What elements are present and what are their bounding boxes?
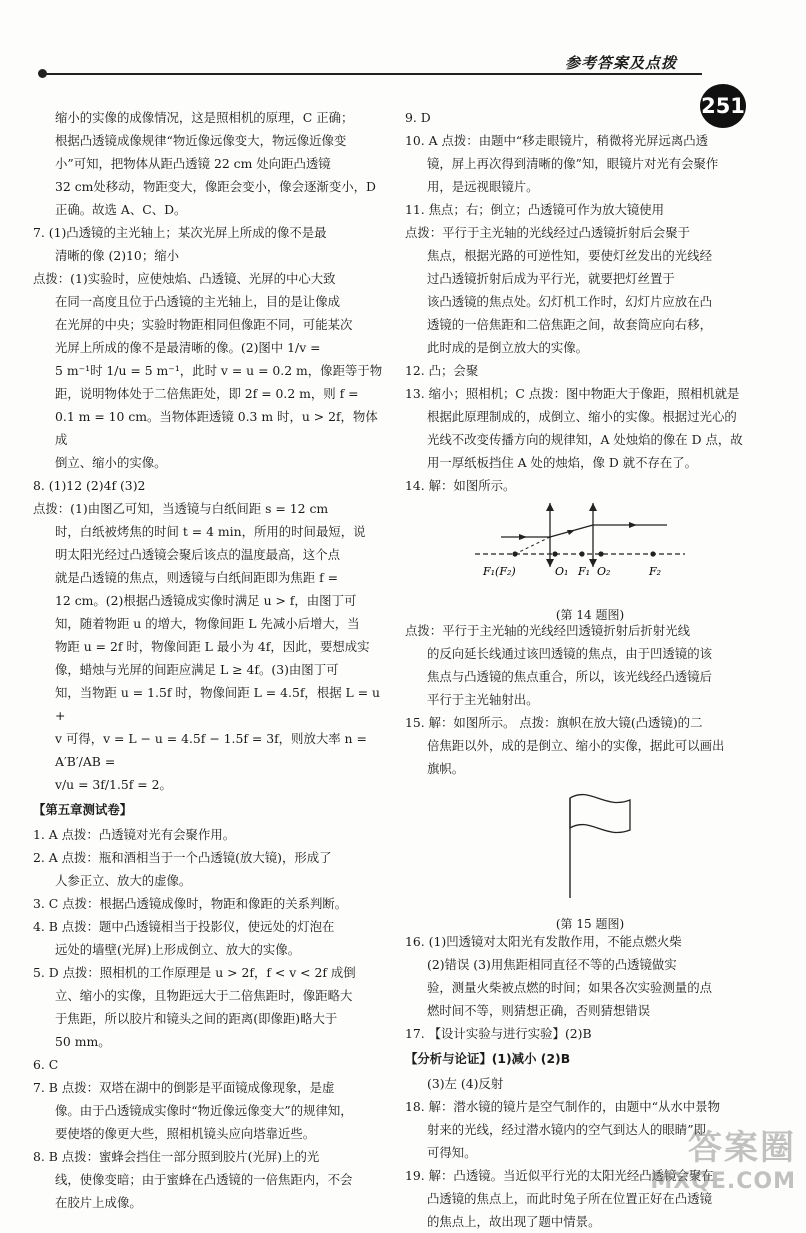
text-line: 点拨：(1)实验时，应使烛焰、凸透镜、光屏的中心大致	[33, 271, 336, 286]
text-line: 燃时间不等，则猜想正确，否则猜想错误	[427, 1003, 651, 1018]
header-rule	[42, 73, 702, 75]
text-line: 物距 u = 2f 时，物像间距 L 最小为 4f，因此，要想成实	[55, 639, 370, 654]
text-line: 13. 缩小；照相机；C 点拨：图中物距大于像距，照相机就是	[405, 386, 740, 401]
text-line: 时，白纸被烤焦的时间 t = 4 min，所用的时间最短，说	[55, 524, 366, 539]
text-line: 平行于主光轴射出。	[427, 692, 539, 707]
text-line: 用一厚纸板挡住 A 处的烛焰，像 D 就不存在了。	[427, 455, 698, 470]
text-line: 6. C	[33, 1057, 59, 1072]
text-line: 点拨：(1)由图乙可知，当透镜与白纸间距 s = 12 cm	[33, 501, 329, 516]
text-line: 5 m⁻¹时 1/u = 5 m⁻¹，此时 v = u = 0.2 m，像距等于物	[55, 363, 383, 378]
right-middle-text	[405, 619, 775, 780]
text-line: 光线不改变传播方向的规律知，A 处烛焰的像在 D 点，故	[427, 432, 743, 447]
text-line: 像，蜡烛与光屏的间距应满足 L ≥ 4f。(3)由图丁可	[55, 662, 339, 677]
text-line: 【第五章测试卷】	[33, 802, 133, 817]
text-line: 倍焦距以外，成的是倒立、缩小的实像，据此可以画出	[427, 738, 725, 753]
text-line: 16. (1)凹透镜对太阳光有发散作用，不能点燃火柴	[405, 934, 682, 949]
text-line: 32 cm处移动，物距变大，像距会变小，像会逐渐变小，D	[55, 179, 376, 194]
text-line: 过凸透镜折射后成为平行光，就要把灯丝置于	[427, 271, 675, 286]
text-line: 该凸透镜的焦点处。幻灯机工作时，幻灯片应放在凸	[427, 294, 712, 309]
figure-14	[405, 497, 775, 622]
text-line: 【分析与论证】(1)减小 (2)B	[405, 1051, 571, 1066]
text-line: 缩小的实像的成像情况，这是照相机的原理，C 正确；	[55, 110, 354, 125]
text-line: 透镜的一倍焦距和二倍焦距之间，故套筒应向右移，	[427, 317, 712, 332]
text-line: 根据此原理制成的，成倒立、缩小的实像。根据过光心的	[427, 409, 737, 424]
text-line: 用，是远视眼镜片。	[427, 179, 539, 194]
text-line: 17. 【设计实验与进行实验】(2)B	[405, 1026, 592, 1041]
text-line: 15. 解：如图所示。 点拨：旗帜在放大镜(凸透镜)的二	[405, 715, 703, 730]
figure-14-caption: (第 14 题图)	[555, 608, 625, 622]
text-line: 就是凸透镜的焦点，则透镜与白纸间距即为焦距 f =	[55, 570, 339, 585]
figure-15	[405, 780, 775, 930]
text-line: 在胶片上成像。	[55, 1195, 142, 1210]
text-line: 9. D	[405, 110, 431, 125]
fig14-label-o2: O₂	[597, 565, 611, 578]
watermark: 答案圈 MXQE.COM	[650, 1128, 796, 1194]
text-line: 的反向延长线通过该凹透镜的焦点，由于凹透镜的该	[427, 646, 712, 661]
text-line: 线，使像变暗；由于蜜蜂在凸透镜的一倍焦距内，不会	[55, 1172, 353, 1187]
text-line: 4. B 点拨：题中凸透镜相当于投影仪，使远处的灯泡在	[33, 919, 335, 934]
text-line: 点拨：平行于主光轴的光线经凹透镜折射后折射光线	[405, 623, 690, 638]
text-line: 7. (1)凸透镜的主光轴上；某次光屏上所成的像不是最	[33, 225, 327, 240]
text-line: 小”可知，把物体从距凸透镜 22 cm 处向距凸透镜	[55, 156, 331, 171]
text-line: 射来的光线，经过潜水镜内的空气到达人的眼睛”即	[427, 1122, 706, 1137]
text-line: 倒立、缩小的实像。	[55, 455, 167, 470]
text-line: v 可得，v = L − u = 4.5f − 1.5f = 3f，则放大率 n = A′B′/AB =	[55, 731, 367, 769]
right-top-text	[405, 106, 775, 497]
text-line: 焦点与凸透镜的焦点重合，所以，该光线经凸透镜后	[427, 669, 712, 684]
text-line: 0.1 m = 10 cm。当物体距透镜 0.3 m 时，u > 2f，物体成	[55, 409, 378, 447]
text-line: 11. 焦点；右；倒立；凸透镜可作为放大镜使用	[405, 202, 665, 217]
text-line: 正确。故选 A、C、D。	[55, 202, 187, 217]
text-line: 5. D 点拨：照相机的工作原理是 u > 2f，f < v < 2f 成倒	[33, 965, 356, 980]
text-line: 50 mm。	[55, 1034, 111, 1049]
fig14-label-o1: O₁	[555, 565, 569, 578]
text-line: 知，随着物距 u 的增大，物像间距 L 先减小后增大，当	[55, 616, 360, 631]
text-line: (3)左 (4)反射	[427, 1076, 504, 1091]
text-line: 点拨：平行于主光轴的光线经过凸透镜折射后会聚于	[405, 225, 690, 240]
text-line: 知，当物距 u = 1.5f 时，物像间距 L = 4.5f，根据 L = u +	[55, 685, 380, 723]
text-line: 2. A 点拨：瓶和酒相当于一个凸透镜(放大镜)，形成了	[33, 850, 332, 865]
text-line: 旗帜。	[427, 761, 465, 776]
text-line: 要使塔的像更大些，照相机镜头应向塔靠近些。	[55, 1126, 316, 1141]
text-line: 3. C 点拨：根据凸透镜成像时，物距和像距的关系判断。	[33, 896, 348, 911]
text-line: 像。由于凸透镜成实像时“物近像远像变大”的规律知，	[55, 1103, 353, 1118]
right-column	[405, 106, 775, 1233]
fig14-label-f2: F₂	[649, 565, 662, 578]
text-line: 验，测量火柴被点燃的时间；如果各次实验测量的点	[427, 980, 712, 995]
figure-14-diagram	[405, 497, 775, 597]
fig14-label-f1: F₁	[578, 565, 591, 578]
text-line: 的焦点上，故出现了题中情景。	[427, 1214, 601, 1229]
text-line: v/u = 3f/1.5f = 2。	[55, 777, 172, 792]
text-line: 凸透镜的焦点上，而此时兔子所在位置正好在凸透镜	[427, 1191, 712, 1206]
text-line: 7. B 点拨：双塔在湖中的倒影是平面镜成像现象，是虚	[33, 1080, 335, 1095]
figure-15-diagram	[405, 780, 775, 906]
figure-15-caption: (第 15 题图)	[555, 917, 625, 931]
text-line: 12. 凸；会聚	[405, 363, 479, 378]
text-line: 于焦距，所以胶片和镜头之间的距离(即像距)略大于	[55, 1011, 338, 1026]
text-line: (2)错误 (3)用焦距相同直径不等的凸透镜做实	[427, 957, 677, 972]
text-line: 8. B 点拨：蜜蜂会挡住一部分照到胶片(光屏)上的光	[33, 1149, 320, 1164]
fig14-label-f1f2: F₁(F₂)	[483, 565, 516, 578]
left-column	[33, 106, 385, 1214]
text-line: 在光屏的中央；实验时物距相同但像距不同，可能某次	[55, 317, 353, 332]
text-line: 14. 解：如图所示。	[405, 478, 516, 493]
text-line: 明太阳光经过凸透镜会聚后该点的温度最高，这个点	[55, 547, 340, 562]
text-line: 12 cm。(2)根据凸透镜成实像时满足 u > f，由图丁可	[55, 593, 357, 608]
text-line: 光屏上所成的像不是最清晰的像。(2)图中 1/v =	[55, 340, 321, 355]
text-line: 10. A 点拨：由题中“移走眼镜片，稍微将光屏远离凸透	[405, 133, 709, 148]
header-title: 参考答案及点拨	[565, 54, 678, 72]
text-line: 8. (1)12 (2)4f (3)2	[33, 478, 146, 493]
text-line: 镜，屏上再次得到清晰的像”知，眼镜片对光有会聚作	[427, 156, 719, 171]
text-line: 在同一高度且位于凸透镜的主光轴上，目的是让像成	[55, 294, 340, 309]
text-line: 可得知。	[427, 1145, 477, 1160]
text-line: 清晰的像 (2)10；缩小	[55, 248, 179, 263]
text-line: 距，说明物体处于二倍焦距处，即 2f = 0.2 m，则 f =	[55, 386, 359, 401]
text-line: 人参正立、放大的虚像。	[55, 873, 192, 888]
text-line: 立、缩小的实像，且物距远大于二倍焦距时，像距略大	[55, 988, 353, 1003]
text-line: 此时成的是倒立放大的实像。	[427, 340, 589, 355]
text-line: 根据凸透镜成像规律“物近像远像变大，物远像近像变	[55, 133, 347, 148]
text-line: 焦点，根据光路的可逆性知，要使灯丝发出的光线经	[427, 248, 712, 263]
page-number-badge: 251	[700, 84, 746, 128]
text-line: 1. A 点拨：凸透镜对光有会聚作用。	[33, 827, 236, 842]
text-line: 18. 解：潜水镜的镜片是空气制作的，由题中“从水中景物	[405, 1099, 720, 1114]
text-line: 远处的墙壁(光屏)上形成倒立、放大的实像。	[55, 942, 301, 957]
text-line: 19. 解：凸透镜。当近似平行光的太阳光经凸透镜会聚在	[405, 1168, 714, 1183]
